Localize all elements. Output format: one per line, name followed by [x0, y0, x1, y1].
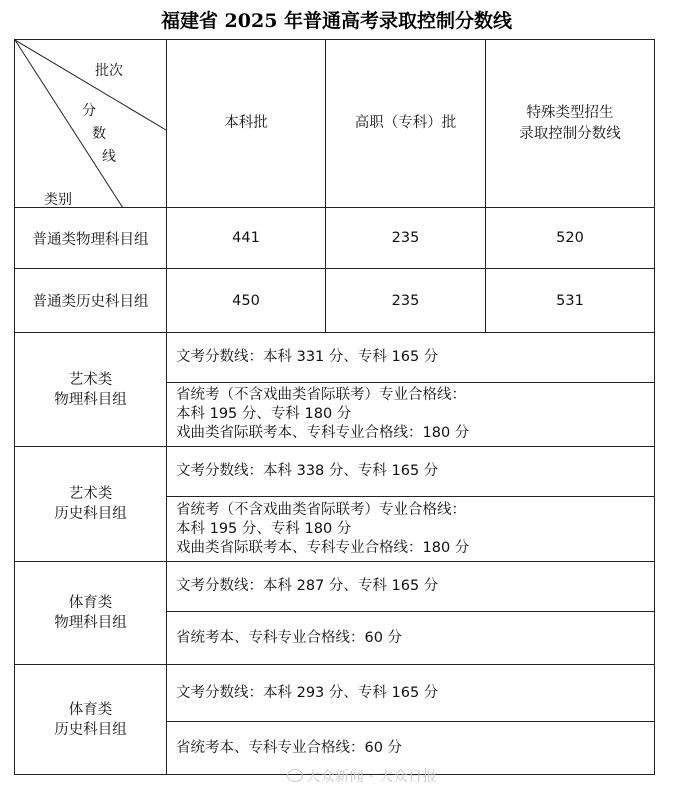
detail-line: 戏曲类省际联考本、专科专业合格线：180 分: [176, 539, 470, 556]
detail-line: 本科 195 分、专科 180 分: [176, 406, 352, 422]
detail-line: 省统考（不含戏曲类省际联考）专业合格线：: [176, 387, 466, 403]
group-label-line-1: 艺术类: [68, 486, 113, 502]
page-title: 福建省 2025 年普通高考录取控制分数线: [160, 10, 513, 32]
vocational-score: 235: [326, 208, 486, 269]
watermark: [287, 766, 437, 786]
table-row: [15, 333, 655, 383]
detail-line: 戏曲类省际联考本、专科专业合格线：180 分: [176, 425, 470, 441]
undergrad-score: 441: [167, 208, 326, 269]
score-table: [14, 39, 655, 775]
table-row: [15, 269, 655, 333]
group-label-line-2: 物理科目组: [54, 391, 127, 408]
undergrad-score: 450: [167, 269, 326, 333]
diagonal-lines: [15, 40, 167, 208]
corner-category-label: 类别: [44, 192, 72, 208]
major-qualify-line: 省统考本、专科专业合格线：60 分: [167, 612, 655, 665]
detail-line: 本科 195 分、专科 180 分: [176, 520, 352, 537]
culture-score-line: 文考分数线：本科 287 分、专科 165 分: [167, 562, 655, 612]
col-header-undergrad: 本科批: [167, 40, 326, 208]
corner-batch-label: 批次: [95, 63, 123, 79]
corner-score-label-3: 线: [102, 149, 116, 165]
culture-score-line: 文考分数线：本科 331 分、专科 165 分: [167, 333, 655, 383]
corner-score-label-1: 分: [82, 103, 96, 119]
col-header-special-line-1: 特殊类型招生: [526, 104, 614, 121]
row-label: 普通类物理科目组: [15, 208, 167, 269]
special-score: 520: [486, 208, 655, 269]
weibo-logo-icon: [287, 769, 303, 782]
group-label-line-2: 历史科目组: [54, 721, 127, 738]
group-label: [15, 333, 167, 447]
major-qualify-lines: [167, 383, 655, 447]
col-header-special: [486, 40, 655, 208]
group-label: [15, 562, 167, 665]
table-row: [15, 562, 655, 612]
corner-score-label-2: 数: [92, 126, 106, 142]
culture-score-line: 文考分数线：本科 293 分、专科 165 分: [167, 665, 655, 722]
group-label-line-1: 艺术类: [68, 371, 113, 388]
group-label: [15, 447, 167, 562]
corner-header-cell: [15, 40, 167, 208]
col-header-vocational: 高职（专科）批: [326, 40, 486, 208]
table-row: [15, 447, 655, 497]
special-score: 531: [486, 269, 655, 333]
major-qualify-lines: [167, 497, 655, 562]
col-header-special-line-2: 录取控制分数线: [519, 125, 621, 142]
major-qualify-line: 省统考本、专科专业合格线：60 分: [167, 722, 655, 775]
detail-line: 省统考（不含戏曲类省际联考）专业合格线：: [176, 501, 466, 518]
group-label-line-1: 体育类: [68, 701, 113, 718]
row-label: 普通类历史科目组: [15, 269, 167, 333]
group-label: [15, 665, 167, 775]
group-label-line-2: 物理科目组: [54, 615, 127, 631]
vocational-score: 235: [326, 269, 486, 333]
table-row: [15, 208, 655, 269]
watermark-text: 大众新闻 · 大众日报: [306, 769, 437, 785]
group-label-line-1: 体育类: [68, 595, 113, 611]
header-row: [15, 40, 655, 208]
table-row: [15, 665, 655, 722]
group-label-line-2: 历史科目组: [54, 506, 127, 522]
culture-score-line: 文考分数线：本科 338 分、专科 165 分: [167, 447, 655, 497]
